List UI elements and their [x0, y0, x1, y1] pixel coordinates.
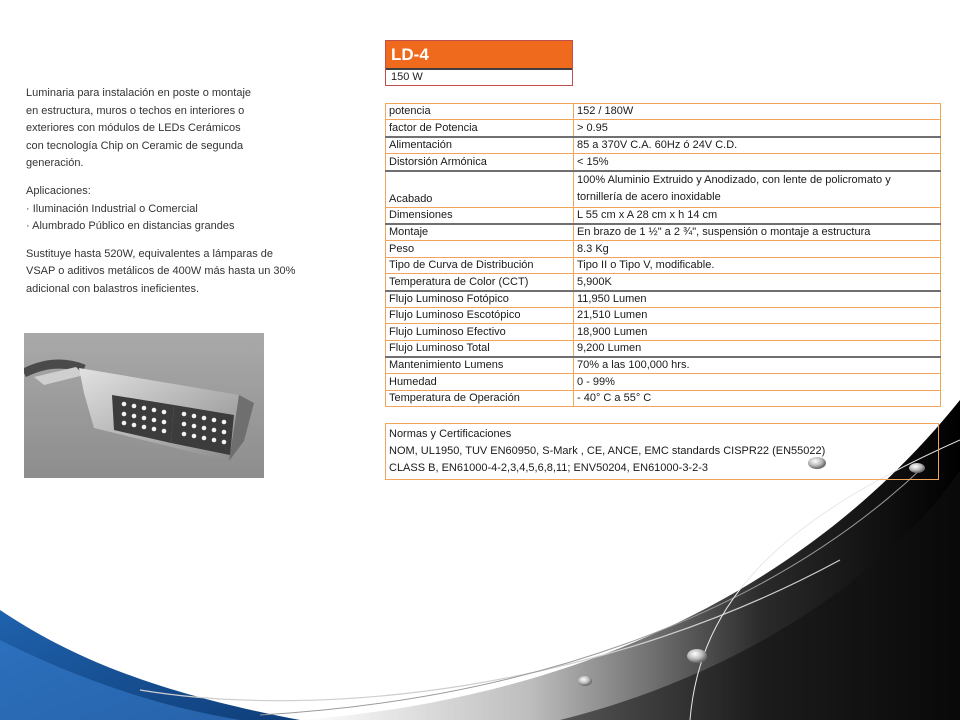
spec-row — [386, 241, 941, 257]
spec-value: Tipo II o Tipo V, modificable. — [574, 257, 941, 273]
spec-label: Flujo Luminoso Fotópico — [386, 291, 574, 308]
spec-row — [386, 307, 941, 323]
spec-value: En brazo de 1 ½" a 2 ¾", suspensión o montaje a estructura — [574, 224, 941, 241]
certifications-line: NOM, UL1950, TUV EN60950, S-Mark , CE, ANCE, EMC standards CISPR22 (EN55022) — [389, 445, 826, 457]
spec-row — [386, 274, 941, 291]
description-line: Luminaria para instalación en poste o montaje — [26, 87, 252, 99]
spec-value: 11,950 Lumen — [574, 291, 941, 308]
spec-value: 85 a 370V C.A. 60Hz ó 24V C.D. — [574, 137, 941, 154]
spec-label: factor de Potencia — [386, 120, 574, 137]
spec-row — [386, 340, 941, 357]
spec-value: L 55 cm x A 28 cm x h 14 cm — [574, 207, 941, 224]
spec-value: < 15% — [574, 154, 941, 171]
spec-value: 5,900K — [574, 274, 941, 291]
luminaire-photo — [24, 333, 264, 478]
spec-value: - 40° C a 55° C — [574, 390, 941, 406]
spec-value: 21,510 Lumen — [574, 307, 941, 323]
spec-row — [386, 324, 941, 340]
spec-row — [386, 390, 941, 406]
certifications-box — [385, 423, 939, 480]
certifications-line: CLASS B, EN61000-4-2,3,4,5,6,8,11; ENV50204, EN61000-3-2-3 — [389, 462, 708, 474]
spec-row — [386, 207, 941, 224]
spec-label: Mantenimiento Lumens — [386, 357, 574, 374]
model-wattage: 150 W — [391, 71, 423, 83]
replacement-line: Sustituye hasta 520W, equivalentes a lámparas de — [26, 247, 274, 260]
spec-row — [386, 374, 941, 390]
spec-row — [386, 357, 941, 374]
spec-row — [386, 291, 941, 308]
spec-label: Temperatura de Operación — [386, 390, 574, 406]
application-item: · Alumbrado Público en distancias grandes — [26, 220, 235, 233]
description-line: generación. — [26, 157, 84, 170]
spec-label: Temperatura de Color (CCT) — [386, 274, 574, 291]
spec-table — [385, 103, 941, 407]
spec-row — [386, 171, 941, 208]
spec-label: Peso — [386, 241, 574, 257]
application-item: · Iluminación Industrial o Comercial — [26, 202, 198, 215]
spec-label: Acabado — [386, 171, 574, 208]
certifications-title: Normas y Certificaciones — [389, 428, 512, 440]
spec-label: Flujo Luminoso Total — [386, 340, 574, 357]
spec-row — [386, 257, 941, 273]
spec-label: Flujo Luminoso Efectivo — [386, 324, 574, 340]
spec-label: Alimentación — [386, 137, 574, 154]
spec-row — [386, 137, 941, 154]
spec-row — [386, 104, 941, 120]
model-header — [385, 40, 573, 86]
spec-row — [386, 154, 941, 171]
spec-label: Montaje — [386, 224, 574, 241]
spec-value: 8.3 Kg — [574, 241, 941, 257]
spec-label: Humedad — [386, 374, 574, 390]
spec-label: Dimensiones — [386, 207, 574, 224]
spec-value: 152 / 180W — [574, 104, 941, 120]
replacement-line: adicional con balastros ineficientes. — [26, 282, 200, 295]
spec-label: Distorsión Armónica — [386, 154, 574, 171]
model-title: LD-4 — [386, 41, 572, 70]
spec-label: potencia — [386, 104, 574, 120]
spec-value: 0 - 99% — [574, 374, 941, 390]
spec-value: > 0.95 — [574, 120, 941, 137]
replacement-line: VSAP o aditivos metálicos de 400W más hasta un 30% — [26, 265, 296, 278]
product-description — [26, 85, 346, 299]
spec-value: 18,900 Lumen — [574, 324, 941, 340]
spec-label: Flujo Luminoso Escotópico — [386, 307, 574, 323]
description-line: exteriores con módulos de LEDs Cerámicos — [26, 122, 241, 135]
description-line: en estructura, muros o techos en interiores o — [26, 104, 245, 117]
spec-value: 70% a las 100,000 hrs. — [574, 357, 941, 374]
applications-title: Aplicaciones: — [26, 184, 91, 197]
spacer — [26, 236, 346, 246]
spec-value: 9,200 Lumen — [574, 340, 941, 357]
spec-row — [386, 224, 941, 241]
spec-label: Tipo de Curva de Distribución — [386, 257, 574, 273]
spec-value: 100% Aluminio Extruido y Anodizado, con lente de policromato y tornillería de acero inoxidable — [574, 171, 941, 208]
spec-row — [386, 120, 941, 137]
spacer — [26, 173, 346, 183]
description-line: con tecnología Chip on Ceramic de segunda — [26, 139, 244, 152]
